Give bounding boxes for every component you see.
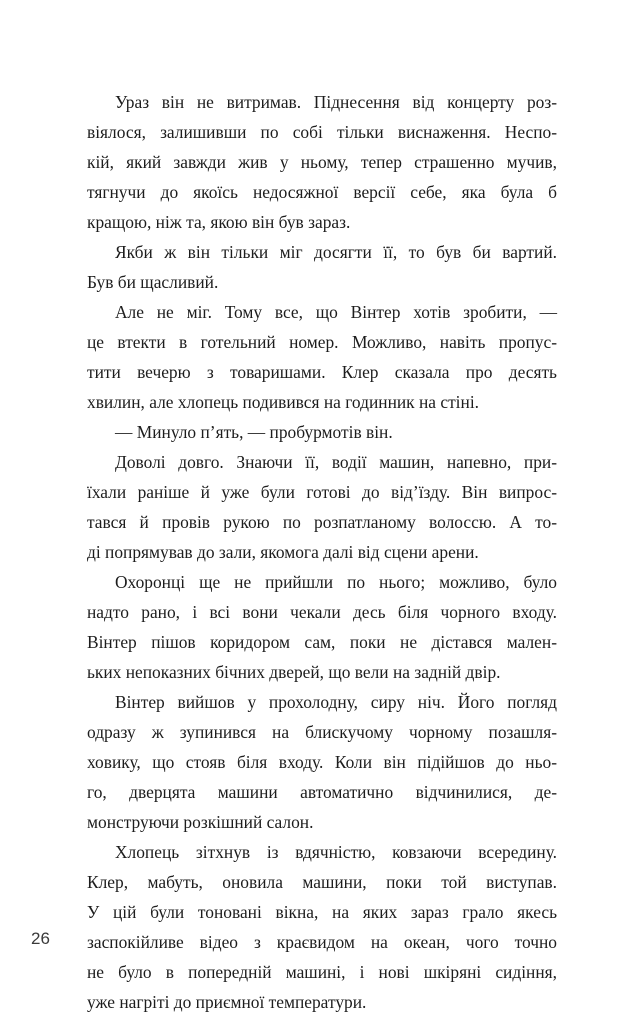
text-line: ховику, що стояв біля входу. Коли він підійшов до ньо- — [87, 752, 557, 772]
text-line: ьких непоказних бічних дверей, що вели на задній двір. — [87, 662, 501, 682]
text-line: кращою, ніж та, якою він був зараз. — [87, 212, 351, 232]
text-line: тався й провів рукою по розпатланому волоссю. А то- — [87, 512, 557, 532]
text-line: тити вечерю з товаришами. Клер сказала про десять — [87, 362, 557, 382]
text-line: тягнучи до якоїсь недосяжної версії себе, яка була б — [87, 182, 557, 202]
text-line: Якби ж він тільки міг досягти її, то був би вартий. — [115, 242, 557, 262]
text-line: це втекти в готельний номер. Можливо, навіть пропус- — [87, 332, 557, 352]
text-line: У цій були тоновані вікна, на яких зараз грало якесь — [87, 902, 557, 922]
text-line: Вінтер вийшов у прохолодну, сиру ніч. Його погляд — [115, 692, 557, 712]
text-line: ді попрямував до зали, якомога далі від сцени арени. — [87, 542, 479, 562]
text-line: віялося, залишивши по собі тільки виснаження. Неспо- — [87, 122, 557, 142]
page-number: 26 — [31, 929, 50, 948]
text-line: заспокійливе відео з краєвидом на океан, чого точно — [87, 932, 557, 952]
paragraph — [87, 297, 557, 417]
paragraph — [87, 417, 557, 447]
text-line: Але не міг. Тому все, що Вінтер хотів зробити, — — [115, 302, 557, 322]
text-line: — Минуло п’ять, — пробурмотів він. — [115, 422, 393, 442]
paragraph — [87, 87, 557, 237]
text-line: кій, який завжди жив у ньому, тепер страшенно мучив, — [87, 152, 557, 172]
paragraph — [87, 567, 557, 687]
text-line: Доволі довго. Знаючи її, водії машин, напевно, при- — [115, 452, 557, 472]
paragraph — [87, 687, 557, 837]
paragraph — [87, 447, 557, 567]
text-line: одразу ж зупинився на блискучому чорному позашля- — [87, 722, 557, 742]
text-line: монструючи розкішний салон. — [87, 812, 314, 832]
text-line: уже нагріті до приємної температури. — [87, 992, 367, 1012]
text-line: го, дверцята машини автоматично відчинилися, де- — [87, 782, 557, 802]
text-line: не було в попередній машині, і нові шкіряні сидіння, — [87, 962, 557, 982]
paragraph — [87, 837, 557, 1017]
text-line: надто рано, і всі вони чекали десь біля чорного входу. — [87, 602, 557, 622]
text-line: Охоронці ще не прийшли по нього; можливо, було — [115, 572, 557, 592]
text-line: їхали раніше й уже були готові до від’їзду. Він випрос- — [87, 482, 557, 502]
text-line: Був би щасливий. — [87, 272, 219, 292]
text-line: Хлопець зітхнув із вдячністю, ковзаючи всередину. — [115, 842, 557, 862]
paragraph — [87, 237, 557, 297]
body-text — [87, 87, 557, 1017]
text-line: хвилин, але хлопець подивився на годинник на стіні. — [87, 392, 479, 412]
text-line: Вінтер пішов коридором сам, поки не дістався мален- — [87, 632, 557, 652]
text-line: Ураз він не витримав. Піднесення від концерту роз- — [115, 92, 557, 112]
text-line: Клер, мабуть, оновила машини, поки той виступав. — [87, 872, 557, 892]
